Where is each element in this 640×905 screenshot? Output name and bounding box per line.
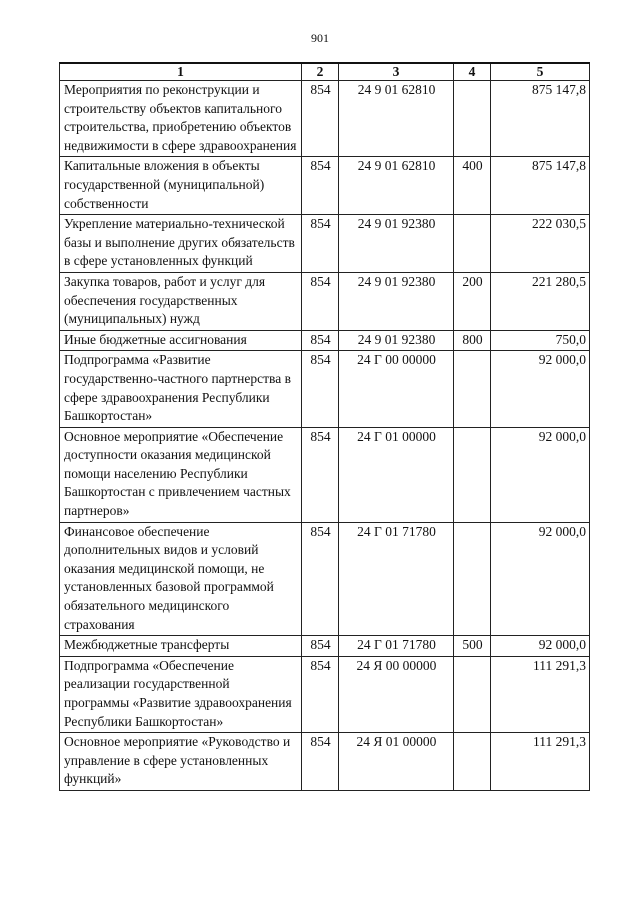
page-number: 901 [311, 31, 329, 45]
amount-cell: 221 280,5 [491, 272, 590, 330]
target-article-cell: 24 Г 01 71780 [339, 522, 454, 636]
amount-cell: 875 147,8 [491, 81, 590, 157]
amount-cell: 92 000,0 [491, 427, 590, 522]
department-code-cell: 854 [302, 636, 339, 657]
item-name-cell: Основное мероприятие «Обеспечение доступности оказания медицинской помощи населению Республики Башкортостан с привлечением частных партнеров» [60, 427, 302, 522]
table-row [60, 81, 590, 157]
amount-cell: 92 000,0 [491, 522, 590, 636]
table-row [60, 522, 590, 636]
item-name-cell: Закупка товаров, работ и услуг для обеспечения государственных (муниципальных) нужд [60, 272, 302, 330]
target-article-cell: 24 Я 01 00000 [339, 733, 454, 791]
item-name-cell: Финансовое обеспечение дополнительных видов и условий оказания медицинской помощи, не установленных базовой программой обязательного медицинского страхования [60, 522, 302, 636]
expense-type-cell: 200 [454, 272, 491, 330]
column-header: 1 [60, 63, 302, 81]
target-article-cell: 24 Я 00 00000 [339, 656, 454, 732]
table-row [60, 157, 590, 215]
item-name-cell: Подпрограмма «Обеспечение реализации государственной программы «Развитие здравоохранения Республики Башкортостан» [60, 656, 302, 732]
table-row [60, 656, 590, 732]
department-code-cell: 854 [302, 656, 339, 732]
department-code-cell: 854 [302, 215, 339, 273]
department-code-cell: 854 [302, 427, 339, 522]
item-name-cell: Мероприятия по реконструкции и строительству объектов капитального строительства, приобретению объектов недвижимости в сфере здравоохранения [60, 81, 302, 157]
table-row [60, 272, 590, 330]
expense-type-cell: 400 [454, 157, 491, 215]
expense-type-cell [454, 733, 491, 791]
department-code-cell: 854 [302, 157, 339, 215]
amount-cell: 111 291,3 [491, 656, 590, 732]
department-code-cell: 854 [302, 351, 339, 427]
column-header: 3 [339, 63, 454, 81]
amount-cell: 875 147,8 [491, 157, 590, 215]
item-name-cell: Основное мероприятие «Руководство и управление в сфере установленных функций» [60, 733, 302, 791]
column-header: 5 [491, 63, 590, 81]
target-article-cell: 24 Г 00 00000 [339, 351, 454, 427]
target-article-cell: 24 9 01 62810 [339, 157, 454, 215]
header-row [60, 63, 590, 81]
department-code-cell: 854 [302, 81, 339, 157]
amount-cell: 222 030,5 [491, 215, 590, 273]
item-name-cell: Укрепление материально-технической базы и выполнение других обязательств в сфере установленных функций [60, 215, 302, 273]
table-row [60, 330, 590, 351]
expense-type-cell: 500 [454, 636, 491, 657]
target-article-cell: 24 9 01 92380 [339, 330, 454, 351]
item-name-cell: Капитальные вложения в объекты государственной (муниципальной) собственности [60, 157, 302, 215]
table-row [60, 636, 590, 657]
column-header: 2 [302, 63, 339, 81]
target-article-cell: 24 9 01 92380 [339, 272, 454, 330]
table-row [60, 733, 590, 791]
target-article-cell: 24 Г 01 71780 [339, 636, 454, 657]
expense-type-cell [454, 215, 491, 273]
item-name-cell: Подпрограмма «Развитие государственно-частного партнерства в сфере здравоохранения Республики Башкортостан» [60, 351, 302, 427]
amount-cell: 750,0 [491, 330, 590, 351]
table-row [60, 351, 590, 427]
expense-type-cell [454, 656, 491, 732]
department-code-cell: 854 [302, 272, 339, 330]
expense-type-cell: 800 [454, 330, 491, 351]
table-row [60, 427, 590, 522]
department-code-cell: 854 [302, 522, 339, 636]
budget-table [59, 62, 590, 791]
department-code-cell: 854 [302, 733, 339, 791]
amount-cell: 92 000,0 [491, 636, 590, 657]
target-article-cell: 24 Г 01 00000 [339, 427, 454, 522]
item-name-cell: Иные бюджетные ассигнования [60, 330, 302, 351]
expense-type-cell [454, 351, 491, 427]
column-header: 4 [454, 63, 491, 81]
amount-cell: 92 000,0 [491, 351, 590, 427]
target-article-cell: 24 9 01 62810 [339, 81, 454, 157]
item-name-cell: Межбюджетные трансферты [60, 636, 302, 657]
expense-type-cell [454, 81, 491, 157]
department-code-cell: 854 [302, 330, 339, 351]
table-row [60, 215, 590, 273]
expense-type-cell [454, 427, 491, 522]
amount-cell: 111 291,3 [491, 733, 590, 791]
expense-type-cell [454, 522, 491, 636]
target-article-cell: 24 9 01 92380 [339, 215, 454, 273]
